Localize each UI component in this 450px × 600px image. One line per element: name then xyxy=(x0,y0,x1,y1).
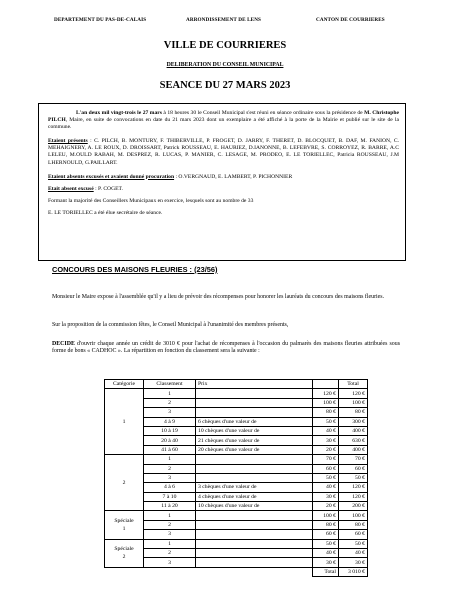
total-cell: 80 € xyxy=(339,408,368,417)
total-cell: 300 € xyxy=(339,417,368,426)
category-cell: Spéciale 1 xyxy=(105,511,144,539)
rank-cell: 10 à 19 xyxy=(144,426,196,435)
price-description-cell xyxy=(196,511,313,520)
amount-cell: 80 € xyxy=(313,408,339,417)
table-row xyxy=(105,539,368,548)
total-cell: 120 € xyxy=(339,389,368,398)
absent-list: : P. COGET. xyxy=(93,185,123,192)
amount-cell: 40 € xyxy=(313,426,339,435)
rank-cell: 3 xyxy=(144,408,196,417)
amount-cell: 30 € xyxy=(313,492,339,501)
price-description-cell: 10 chèques d'une valeur de xyxy=(196,502,313,511)
amount-cell: 100 € xyxy=(313,511,339,520)
grand-total-label: Total xyxy=(313,567,339,576)
decide-text: d'ouvrir chaque année un crédit de 3010 € pour l'achat de récompenses à l'occasion du palmarès des maisons fleuries attribuées sous forme de bons « CADHOC ». La répartition en fonction du classement sera la suivante : xyxy=(52,341,400,355)
category-cell: 1 xyxy=(105,389,144,455)
price-description-cell: 10 chèques d'une valeur de xyxy=(196,426,313,435)
total-cell: 120 € xyxy=(339,483,368,492)
absent-proxy-list: : O.VERGNAUD, E. LAMBERT, P. PICHONNIER xyxy=(174,173,293,180)
president-name: M. Christophe PILCH xyxy=(48,110,399,124)
table-row xyxy=(105,502,368,511)
table-row xyxy=(105,398,368,407)
price-description-cell: 6 chèques d'une valeur de xyxy=(196,417,313,426)
absent-proxy-paragraph xyxy=(48,174,399,181)
table-row xyxy=(105,520,368,529)
amount-cell: 50 € xyxy=(313,473,339,482)
price-description-cell: 4 chèques d'une valeur de xyxy=(196,492,313,501)
price-description-cell: 20 chèques d'une valeur de xyxy=(196,445,313,454)
amount-cell: 30 € xyxy=(313,558,339,567)
header-department: DEPARTEMENT DU PAS-DE-CALAIS xyxy=(54,17,147,23)
document-title: VILLE DE COURRIERES xyxy=(163,40,287,51)
total-cell: 100 € xyxy=(339,398,368,407)
rank-cell: 1 xyxy=(144,389,196,398)
header-arrondissement: ARRONDISSEMENT DE LENS xyxy=(186,17,262,23)
intro-text: à 18 heures 30 le Conseil Municipal s'est réuni en séance ordinaire sous la présidence de xyxy=(161,110,365,116)
table-row xyxy=(105,530,368,539)
table-row xyxy=(105,417,368,426)
rank-cell: 2 xyxy=(144,464,196,473)
rank-cell: 20 à 40 xyxy=(144,436,196,445)
session-date: SEANCE DU 27 MARS 2023 xyxy=(159,80,291,91)
rank-cell: 1 xyxy=(144,455,196,464)
rank-cell: 3 xyxy=(144,530,196,539)
intro-date: L'an deux mil vingt-trois le 27 mars xyxy=(76,110,162,116)
absent-paragraph xyxy=(48,186,399,193)
rank-cell: 2 xyxy=(144,549,196,558)
paragraph-expose: Monsieur le Maire expose à l'assemblée qu'il y a lieu de prévoir des récompenses pour honorer les lauréats du concours des maisons fleuries. xyxy=(52,294,385,300)
present-label: Etaient présents xyxy=(48,138,88,145)
table-row xyxy=(105,558,368,567)
total-cell: 40 € xyxy=(339,549,368,558)
intro-paragraph xyxy=(48,110,399,131)
section-title: CONCOURS DES MAISONS FLEURIES : (23/56) xyxy=(52,265,218,274)
price-description-cell xyxy=(196,549,313,558)
total-cell: 70 € xyxy=(339,455,368,464)
table-row xyxy=(105,473,368,482)
price-description-cell xyxy=(196,455,313,464)
rank-cell: 7 à 10 xyxy=(144,492,196,501)
absent-label: Etait absent excusé xyxy=(48,185,94,192)
table-row xyxy=(105,436,368,445)
table-row xyxy=(105,408,368,417)
price-description-cell xyxy=(196,398,313,407)
decide-keyword: DECIDE xyxy=(52,341,75,347)
attendance-box xyxy=(38,103,406,261)
total-cell: 50 € xyxy=(339,539,368,548)
rank-cell: 41 à 60 xyxy=(144,445,196,454)
rank-cell: 4 à 9 xyxy=(144,417,196,426)
amount-cell: 80 € xyxy=(313,520,339,529)
table-row xyxy=(105,445,368,454)
total-cell: 80 € xyxy=(339,520,368,529)
amount-cell: 50 € xyxy=(313,417,339,426)
paragraph-proposal: Sur la proposition de la commission fêtes, le Conseil Municipal à l'unanimité des membres présents, xyxy=(52,322,289,328)
price-description-cell xyxy=(196,558,313,567)
header-category: Catégorie xyxy=(105,380,144,389)
paragraph-decide xyxy=(52,341,400,356)
grand-total-value: 3 010 € xyxy=(339,567,368,576)
header-price: Prix xyxy=(196,380,313,389)
table-row xyxy=(105,549,368,558)
amount-cell: 50 € xyxy=(313,539,339,548)
total-cell: 200 € xyxy=(339,502,368,511)
amount-cell: 40 € xyxy=(313,549,339,558)
rank-cell: 3 xyxy=(144,558,196,567)
table-row xyxy=(105,426,368,435)
secretary-statement: E. LE TORIELLEC a été élue secrétaire de séance. xyxy=(48,209,163,216)
table-row xyxy=(105,464,368,473)
amount-cell: 20 € xyxy=(313,445,339,454)
table-row xyxy=(105,492,368,501)
rank-cell: 2 xyxy=(144,520,196,529)
amount-cell: 100 € xyxy=(313,398,339,407)
price-description-cell xyxy=(196,389,313,398)
table-row xyxy=(105,511,368,520)
rank-cell: 11 à 20 xyxy=(144,502,196,511)
header-canton: CANTON DE COURRIERES xyxy=(316,17,385,23)
price-description-cell: 3 chèques d'une valeur de xyxy=(196,483,313,492)
header-rank: Classement xyxy=(144,380,196,389)
table-body xyxy=(105,389,368,577)
amount-cell: 120 € xyxy=(313,389,339,398)
present-list: : C. PILCH, B. MONTURY, F. THIBERVILLE, P. FROGET, D. JARRY, F. THERET, D. BLOCQUET, B. DAF, M. FANION, C. MEHAIGNERY, A. LE ROUX, D. DROISSART, Patrick ROUSSEAU, E. HAURIEZ, D.IANONNE, B. LEFEBVRE, S. CORROYEZ, R. BARRE, A.C LELEU, M.OULD RABAH, M. DESPREZ, R. LUCAS, P. MANIER, C. LESAGE, M. PRODEO, E. LE TORIELLEC, Patricia ROUSSEAU, J.M LHERNOULD, G.PAILLART. xyxy=(48,138,400,166)
majority-statement: Formant la majorité des Conseillers Municipaux en exercice, lesquels sont au nombre de 33 xyxy=(48,197,254,204)
amount-cell: 60 € xyxy=(313,464,339,473)
total-cell: 120 € xyxy=(339,492,368,501)
total-cell: 60 € xyxy=(339,464,368,473)
amount-cell: 30 € xyxy=(313,436,339,445)
total-cell: 60 € xyxy=(339,530,368,539)
price-description-cell xyxy=(196,473,313,482)
absent-proxy-label: Etaient absents excusés et avaient donné procuration xyxy=(48,173,175,180)
rank-cell: 4 à 6 xyxy=(144,483,196,492)
total-cell: 100 € xyxy=(339,511,368,520)
total-cell: 400 € xyxy=(339,426,368,435)
price-description-cell xyxy=(196,408,313,417)
price-description-cell xyxy=(196,530,313,539)
price-description-cell xyxy=(196,464,313,473)
table-row xyxy=(105,389,368,398)
table-row xyxy=(105,483,368,492)
rank-cell: 3 xyxy=(144,473,196,482)
document-subtitle: DELIBERATION DU CONSEIL MUNICIPAL xyxy=(166,62,284,68)
price-description-cell xyxy=(196,539,313,548)
rank-cell: 2 xyxy=(144,398,196,407)
total-cell: 400 € xyxy=(339,445,368,454)
rank-cell: 1 xyxy=(144,539,196,548)
total-cell: 30 € xyxy=(339,558,368,567)
amount-cell: 40 € xyxy=(313,483,339,492)
header-total: Total xyxy=(339,380,368,389)
amount-cell: 70 € xyxy=(313,455,339,464)
table-row xyxy=(105,455,368,464)
total-cell: 50 € xyxy=(339,473,368,482)
amount-cell: 20 € xyxy=(313,502,339,511)
total-cell: 630 € xyxy=(339,436,368,445)
prize-table xyxy=(104,379,368,577)
total-row xyxy=(105,567,368,576)
amount-cell: 60 € xyxy=(313,530,339,539)
intro-end: , Maire, en suite de convocations en date du 21 mars 2023 dont un exemplaire a été affiché à la porte de la Mairie et publié sur le site de la commune. xyxy=(48,117,399,131)
present-paragraph xyxy=(48,138,399,166)
table-header-row xyxy=(105,380,368,389)
category-cell: 2 xyxy=(105,455,144,511)
price-description-cell xyxy=(196,520,313,529)
header-amount xyxy=(313,380,339,389)
category-cell: Spéciale 2 xyxy=(105,539,144,567)
empty-cell xyxy=(105,567,313,576)
rank-cell: 1 xyxy=(144,511,196,520)
price-description-cell: 21 chèques d'une valeur de xyxy=(196,436,313,445)
